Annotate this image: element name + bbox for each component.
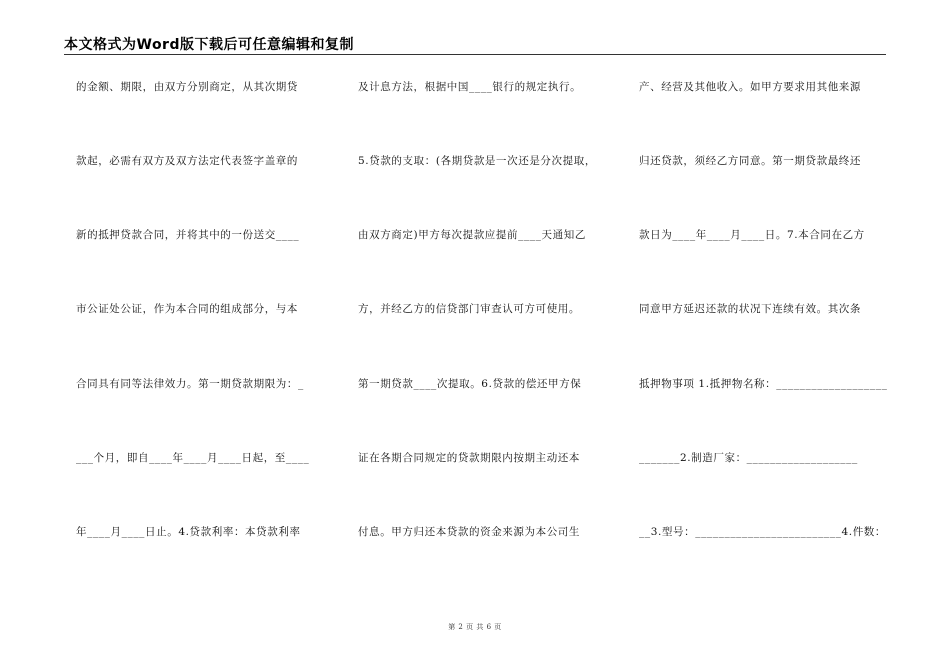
fill-in-blank: ____ xyxy=(672,229,696,241)
fill-in-blank: ____ xyxy=(706,229,731,241)
fill-in-blank: ____ xyxy=(218,452,242,464)
text-line xyxy=(76,377,304,391)
text-line xyxy=(76,302,298,316)
text-segment: 新的抵押贷款合同，并将其中的一份送交 xyxy=(76,229,276,241)
text-segment: 付息。甲方归还本贷款的资金来源为本公司生 xyxy=(358,526,580,538)
fill-in-blank: _ xyxy=(298,378,304,390)
text-line xyxy=(358,377,581,391)
text-line xyxy=(639,377,887,391)
text-segment: 年 xyxy=(695,229,707,241)
text-segment: 年 xyxy=(172,452,184,464)
text-line xyxy=(358,228,586,242)
text-line xyxy=(76,80,298,94)
fill-in-blank: ____ xyxy=(87,526,111,538)
text-line xyxy=(358,80,581,94)
fill-in-blank: ___ xyxy=(76,452,94,464)
text-segment: 5.贷款的支取：(各期贷款是一次还是分次提取， xyxy=(358,155,596,167)
text-segment: 款日为 xyxy=(639,229,673,241)
fill-in-blank: _________________________ xyxy=(695,526,842,538)
fill-in-blank: ____ xyxy=(469,81,493,93)
text-segment: 月 xyxy=(110,526,122,538)
text-segment: 月 xyxy=(206,452,219,464)
fill-in-blank: _______ xyxy=(639,452,680,464)
fill-in-blank: ____ xyxy=(121,526,146,538)
text-segment: 抵押物事项 1.抵押物名称： xyxy=(639,378,777,390)
text-line xyxy=(358,154,596,168)
text-line xyxy=(639,525,886,539)
text-line xyxy=(639,228,865,242)
text-line xyxy=(76,228,299,242)
text-segment: 款起，必需有双方及双方法定代表签字盖章的 xyxy=(76,155,298,167)
fill-in-blank: ____ xyxy=(518,229,542,241)
text-line xyxy=(358,302,580,316)
text-line xyxy=(358,525,580,539)
text-segment: 证在各期合同规定的贷款期限内按期主动还本 xyxy=(358,452,580,464)
footer-prefix: 第 xyxy=(448,623,456,631)
fill-in-blank: ___________________ xyxy=(776,378,888,390)
text-line xyxy=(639,302,861,316)
text-segment: 银行的规定执行。 xyxy=(492,81,582,93)
text-segment: 方，并经乙方的信贷部门审查认可方可使用。 xyxy=(358,303,580,315)
text-line xyxy=(76,154,298,168)
text-segment: 产、经营及其他收入。如甲方要求用其他来源 xyxy=(639,81,861,93)
text-segment: 月 xyxy=(730,229,742,241)
footer-page-unit: 页 xyxy=(466,623,474,631)
fill-in-blank: ____ xyxy=(285,452,310,464)
text-segment: 归还贷款，须经乙方同意。第一期贷款最终还 xyxy=(639,155,861,167)
text-segment: 第一期贷款 xyxy=(358,378,414,390)
text-line xyxy=(639,451,858,465)
fill-in-blank: ____ xyxy=(275,229,300,241)
text-segment: 日。7.本合同在乙方 xyxy=(764,229,865,241)
text-line xyxy=(639,80,861,94)
fill-in-blank: ____ xyxy=(741,229,765,241)
text-segment: 市公证处公证，作为本合同的组成部分，与本 xyxy=(76,303,298,315)
fill-in-blank: ____ xyxy=(183,452,207,464)
fill-in-blank: ____ xyxy=(149,452,173,464)
text-line xyxy=(76,525,301,539)
footer-suffix: 页 xyxy=(494,623,502,631)
text-segment: 日起，至 xyxy=(241,452,286,464)
footer-total-label: 共 xyxy=(476,623,484,631)
text-segment: 合同具有同等法律效力。第一期贷款期限为： xyxy=(76,378,298,390)
text-segment: 年 xyxy=(76,526,88,538)
page-footer xyxy=(0,622,950,632)
footer-page-number: 2 xyxy=(458,623,464,631)
text-segment: 个月，即自 xyxy=(93,452,150,464)
text-line xyxy=(358,451,580,465)
text-segment: 及计息方法，根据中国 xyxy=(358,81,469,93)
text-line xyxy=(76,451,309,465)
fill-in-blank: __ xyxy=(639,526,651,538)
text-segment: 同意甲方延迟还款的状况下连续有效。其次条 xyxy=(639,303,861,315)
header-divider xyxy=(64,54,886,55)
text-segment: 的金额、期限，由双方分别商定，从其次期贷 xyxy=(76,81,298,93)
text-line xyxy=(639,154,861,168)
text-segment: 2.制造厂家： xyxy=(679,452,747,464)
text-segment: 由双方商定)甲方每次提款应提前 xyxy=(358,229,519,241)
fill-in-blank: ___________________ xyxy=(746,452,858,464)
text-segment: 4.件数： xyxy=(841,526,887,538)
text-segment: 日止。4.贷款利率：本贷款利率 xyxy=(145,526,301,538)
footer-total-pages: 6 xyxy=(486,623,492,631)
text-segment: 天通知乙 xyxy=(541,229,586,241)
text-segment: 3.型号： xyxy=(650,526,696,538)
page-header-title: 本文格式为Word版下载后可任意编辑和复制 xyxy=(64,37,354,53)
text-segment: 次提取。6.贷款的偿还甲方保 xyxy=(436,378,582,390)
fill-in-blank: ____ xyxy=(413,378,437,390)
